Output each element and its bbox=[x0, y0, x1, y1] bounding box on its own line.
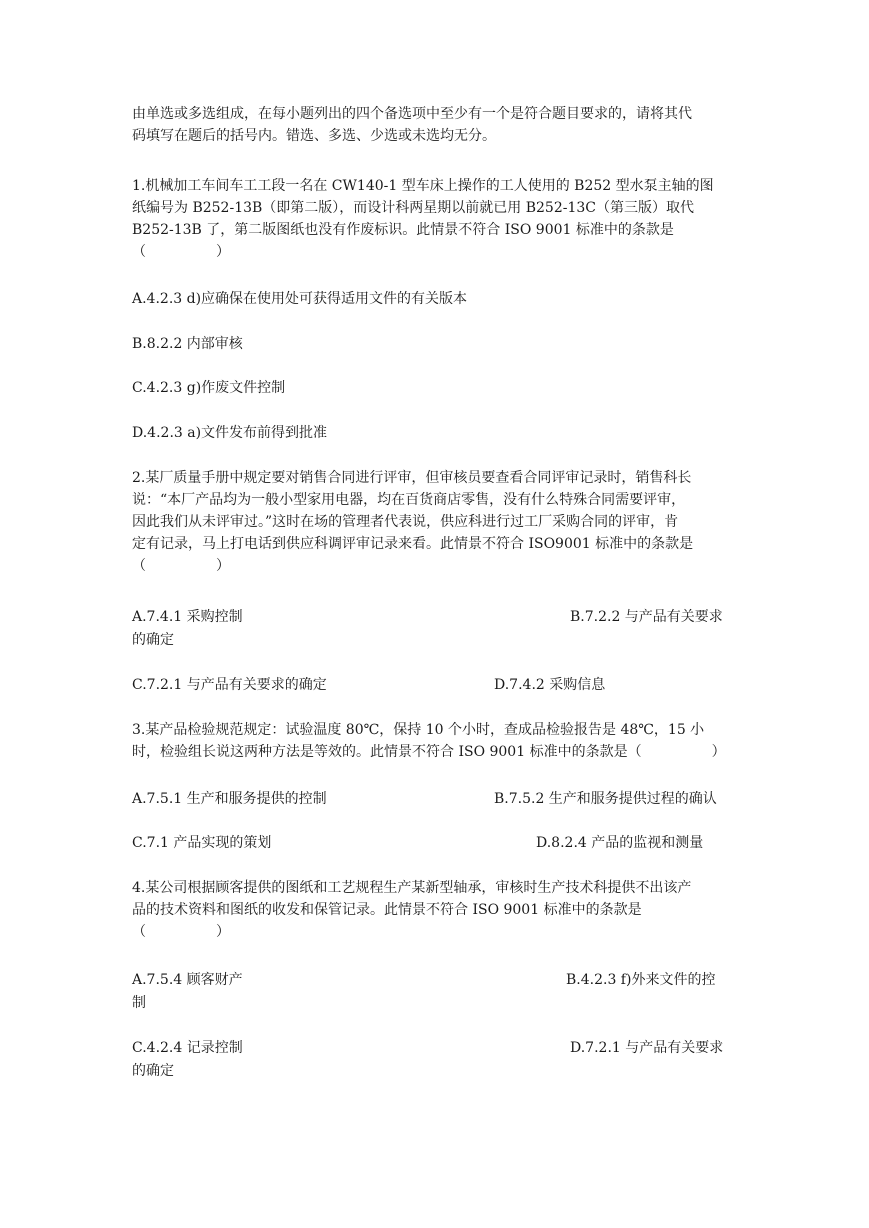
q4-option-d: D.7.2.1 与产品有关要求 bbox=[570, 1040, 724, 1056]
q1-option-a: A.4.2.3 d)应确保在使用处可获得适用文件的有关版本 bbox=[132, 291, 468, 307]
q2-line-3: 因此我们从未评审过。”这时在场的管理者代表说，供应科进行过工厂采购合同的评审，肯 bbox=[132, 514, 679, 530]
question-1-stem bbox=[132, 175, 737, 263]
question-3-stem bbox=[132, 719, 737, 763]
q2-option-b-continued: 的确定 bbox=[132, 632, 174, 648]
q3-option-d: D.8.2.4 产品的监视和测量 bbox=[536, 835, 704, 851]
q4-option-a: A.7.5.4 顾客财产 bbox=[132, 972, 243, 988]
q2-answer-blank: （ ） bbox=[132, 558, 230, 574]
q3-options-ab bbox=[132, 788, 737, 810]
q2-line-4: 定有记录，马上打电话到供应科调评审记录来看。此情景不符合 ISO9001 标准中的条款是 bbox=[132, 536, 694, 552]
q4-options-ab bbox=[132, 969, 737, 991]
q1-option-b: B.8.2.2 内部审核 bbox=[132, 336, 243, 352]
q1-option-c: C.4.2.3 g)作废文件控制 bbox=[132, 380, 286, 396]
q2-line-1: 2.某厂质量手册中规定要对销售合同进行评审，但审核员要查看合同评审记录时，销售科长 bbox=[132, 470, 692, 486]
q4-options-cd bbox=[132, 1037, 737, 1059]
intro-paragraph bbox=[132, 103, 737, 147]
q2-option-d: D.7.4.2 采购信息 bbox=[494, 677, 606, 693]
q4-option-d-continued: 的确定 bbox=[132, 1063, 174, 1079]
q1-line-3: B252-13B 了，第二版图纸也没有作废标识。此情景不符合 ISO 9001 标准中的条款是 bbox=[132, 222, 674, 238]
q4-line-1: 4.某公司根据顾客提供的图纸和工艺规程生产某新型轴承，审核时生产技术科提供不出该产 bbox=[132, 880, 692, 896]
q1-line-2: 纸编号为 B252-13B（即第二版），而设计科两星期以前就已用 B252-13C（第三版）取代 bbox=[132, 200, 695, 216]
q4-option-b: B.4.2.3 f)外来文件的控 bbox=[566, 972, 716, 988]
q2-option-b: B.7.2.2 与产品有关要求 bbox=[570, 609, 723, 625]
q3-option-b: B.7.5.2 生产和服务提供过程的确认 bbox=[494, 791, 717, 807]
q2-options-ab bbox=[132, 606, 737, 628]
question-4-stem bbox=[132, 877, 737, 943]
q2-options-cd bbox=[132, 674, 737, 696]
q2-option-c: C.7.2.1 与产品有关要求的确定 bbox=[132, 677, 327, 693]
q3-line-2: 时，检验组长说这两种方法是等效的。此情景不符合 ISO 9001 标准中的条款是（ ） bbox=[132, 744, 726, 760]
q3-options-cd bbox=[132, 832, 737, 854]
q4-option-b-continued: 制 bbox=[132, 995, 146, 1011]
q3-option-c: C.7.1 产品实现的策划 bbox=[132, 835, 272, 851]
q4-line-2: 品的技术资料和图纸的收发和保管记录。此情景不符合 ISO 9001 标准中的条款是 bbox=[132, 902, 642, 918]
q2-line-2: 说：“本厂产品均为一般小型家用电器，均在百货商店零售，没有什么特殊合同需要评审， bbox=[132, 492, 686, 508]
q1-line-1: 1.机械加工车间车工工段一名在 CW140-1 型车床上操作的工人使用的 B252 型水泵主轴的图 bbox=[132, 178, 714, 194]
q1-answer-blank: （ ） bbox=[132, 244, 230, 260]
question-2-stem bbox=[132, 467, 737, 577]
q4-option-c: C.4.2.4 记录控制 bbox=[132, 1040, 243, 1056]
q3-line-1: 3.某产品检验规范规定：试验温度 80℃，保持 10 个小时，查成品检验报告是 48℃，15 小 bbox=[132, 722, 705, 738]
q4-answer-blank: （ ） bbox=[132, 924, 230, 940]
intro-line-1: 由单选或多选组成，在每小题列出的四个备选项中至少有一个是符合题目要求的，请将其代 bbox=[132, 106, 692, 122]
q1-option-d: D.4.2.3 a)文件发布前得到批准 bbox=[132, 425, 328, 441]
q3-option-a: A.7.5.1 生产和服务提供的控制 bbox=[132, 791, 327, 807]
intro-line-2: 码填写在题后的括号内。错选、多选、少选或未选均无分。 bbox=[132, 128, 496, 144]
q2-option-a: A.7.4.1 采购控制 bbox=[132, 609, 243, 625]
